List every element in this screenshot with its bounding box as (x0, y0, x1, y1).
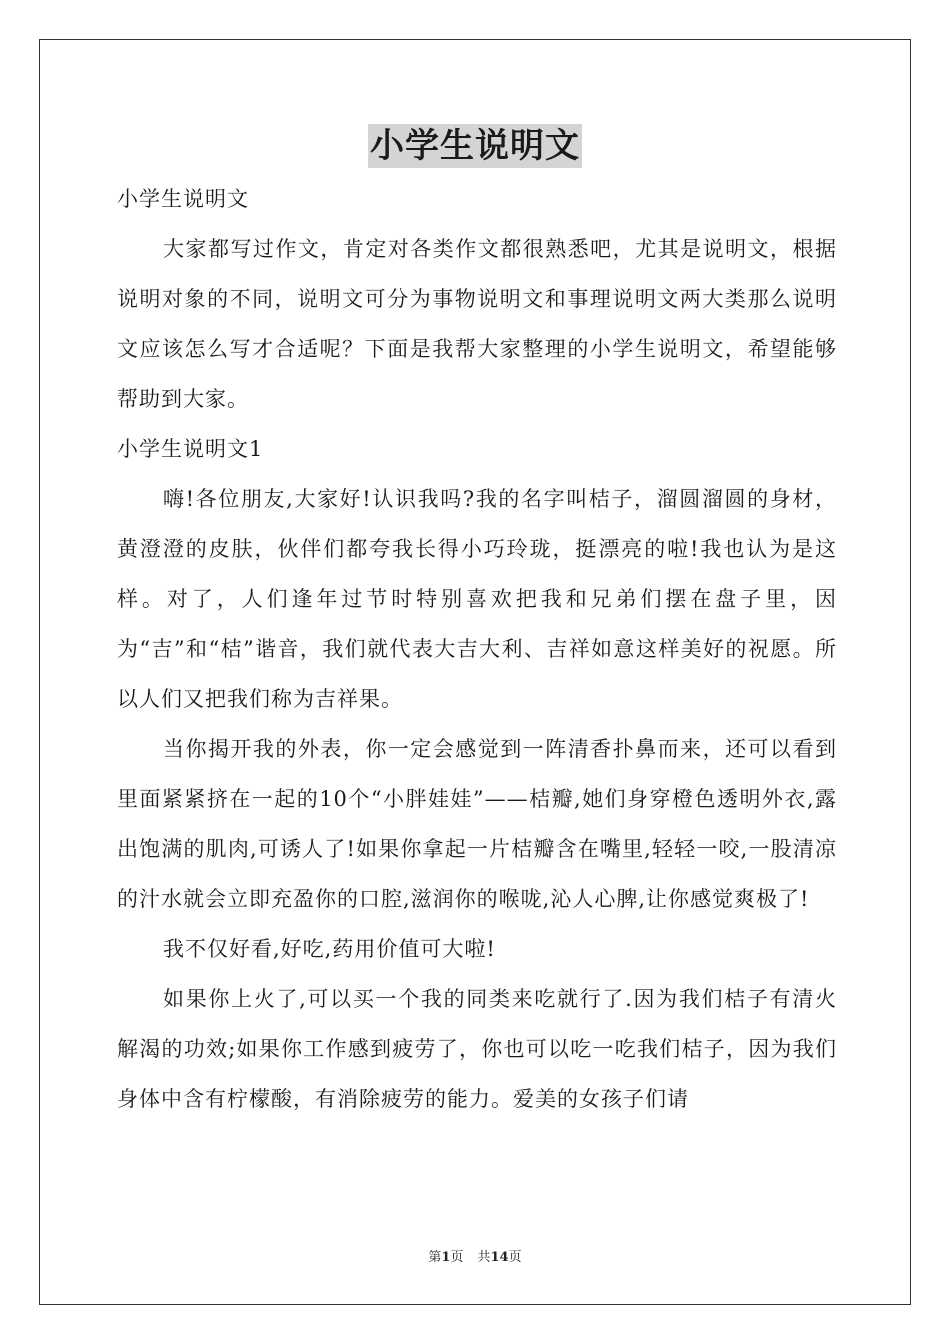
total-suffix: 页 (508, 1250, 522, 1265)
document-body (117, 174, 837, 1124)
page-total: 14 (490, 1250, 509, 1265)
document-title: 小学生说明文 (370, 126, 580, 166)
title-container (0, 124, 950, 168)
paragraph: 嗨!各位朋友,大家好!认识我吗?我的名字叫桔子，溜圆溜圆的身材，黄澄澄的皮肤，伙伴们都夸我长得小巧玲珑，挺漂亮的啦!我也认为是这样。对了，人们逢年过节时特别喜欢把我和兄弟们摆在盘子里，因为“吉”和“桔”谐音，我们就代表大吉大利、吉祥如意这样美好的祝愿。所以人们又把我们称为吉祥果。 (117, 487, 837, 711)
paragraph: 我不仅好看,好吃,药用价值可大啦! (163, 937, 496, 961)
page-suffix: 页 (450, 1250, 464, 1265)
total-prefix: 共 (477, 1250, 491, 1265)
page-prefix: 第 (428, 1250, 442, 1265)
paragraph: 大家都写过作文，肯定对各类作文都很熟悉吧，尤其是说明文，根据说明对象的不同，说明文可分为事物说明文和事理说明文两大类那么说明文应该怎么写才合适呢？下面是我帮大家整理的小学生说明文，希望能够帮助到大家。 (117, 237, 837, 411)
paragraph: 小学生说明文1 (117, 437, 264, 461)
paragraph: 小学生说明文 (117, 187, 249, 211)
page-footer (0, 1246, 950, 1265)
page-current: 1 (441, 1250, 451, 1265)
paragraph: 如果你上火了,可以买一个我的同类来吃就行了.因为我们桔子有清火解渴的功效;如果你工作感到疲劳了，你也可以吃一吃我们桔子，因为我们身体中含有柠檬酸，有消除疲劳的能力。爱美的女孩子们请 (117, 987, 837, 1111)
paragraph: 当你揭开我的外表，你一定会感觉到一阵清香扑鼻而来，还可以看到里面紧紧挤在一起的10个“小胖娃娃”——桔瓣,她们身穿橙色透明外衣,露出饱满的肌肉,可诱人了!如果你拿起一片桔瓣含在嘴里,轻轻一咬,一股清凉的汁水就会立即充盈你的口腔,滋润你的喉咙,沁人心脾,让你感觉爽极了! (117, 737, 837, 911)
